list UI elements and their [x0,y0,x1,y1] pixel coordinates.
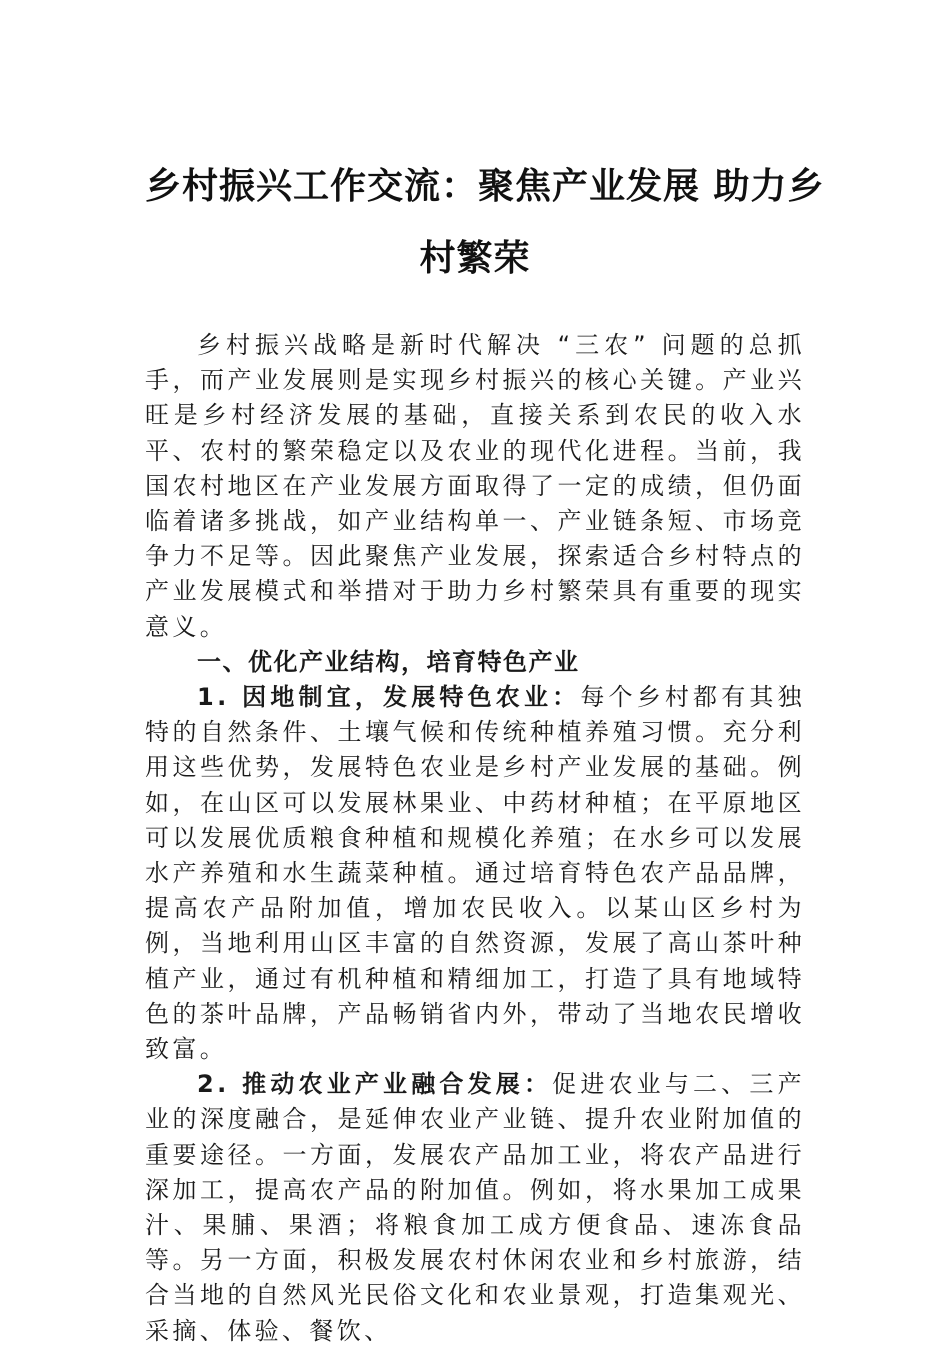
item-1-text: 每个乡村都有其独特的自然条件、土壤气候和传统种植养殖习惯。充分利用这些优势，发展特色农业是乡村产业发展的基础。例如，在山区可以发展林果业、中药材种植；在平原地区可以发展优质粮食种植和规模化养殖；在水乡可以发展水产养殖和水生蔬菜种植。通过培育特色农产品品牌，提高农产品附加值，增加农民收入。以某山区乡村为例，当地利用山区丰富的自然资源，发展了高山茶叶种植产业，通过有机种植和精细加工，打造了具有地域特色的茶叶品牌，产品畅销省内外，带动了当地农民增收致富。 [145,683,805,1064]
item-2-text: 促进农业与二、三产业的深度融合，是延伸农业产业链、提升农业附加值的重要途径。一方面，发展农产品加工业，将农产品进行深加工，提高农产品的附加值。例如，将水果加工成果汁、果脯、果酒；将粮食加工成方便食品、速冻食品等。另一方面，积极发展农村休闲农业和乡村旅游，结合当地的自然风光民俗文化和农业景观，打造集观光、采摘、体验、餐饮、 [145,1070,805,1345]
item-2-lead: 2. 推动农业产业融合发展： [197,1070,553,1099]
section-heading-1: 一、优化产业结构，培育特色产业 [197,647,580,676]
item-paragraph-1 [145,680,805,1067]
intro-paragraph: 乡村振兴战略是新时代解决 “三农” 问题的总抓手，而产业发展则是实现乡村振兴的核心关键。产业兴旺是乡村经济发展的基础，直接关系到农民的收入水平、农村的繁荣稳定以及农业的现代化进程。当前，我国农村地区在产业发展方面取得了一定的成绩，但仍面临着诸多挑战，如产业结构单一、产业链条短、市场竞争力不足等。因此聚焦产业发展，探索适合乡村特点的产业发展模式和举措对于助力乡村繁荣具有重要的现实意义。 [145,331,805,641]
item-1-lead: 1. 因地制宜，发展特色农业： [197,683,581,712]
document-title-line-2: 村繁荣 [419,237,531,279]
document-title-line-1: 乡村振兴工作交流：聚焦产业发展 助力乡 [145,165,825,207]
item-paragraph-2 [145,1067,805,1349]
document-body [145,328,805,1349]
